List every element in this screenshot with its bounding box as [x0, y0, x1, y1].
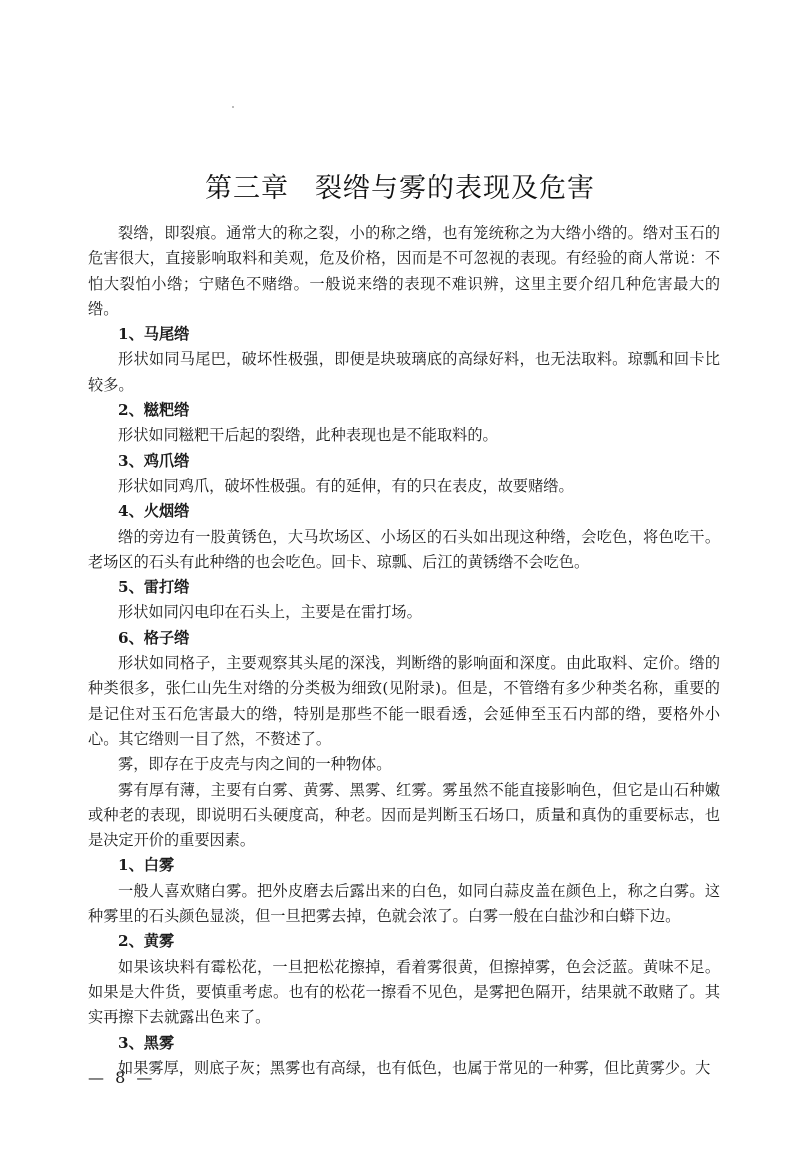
chapter-title	[0, 166, 800, 205]
paragraph: 雾，即存在于皮壳与肉之间的一种物体。	[118, 755, 392, 774]
scan-speck	[232, 106, 234, 108]
paragraph: 绺的旁边有一股黄锈色，大马坎场区、小场区的石头如出现这种绺，会吃色，将色吃干。老场区的石头有此种绺的也会吃色。回卡、琼瓢、后江的黄锈绺不会吃色。	[88, 527, 720, 571]
section-heading: 3、鸡爪绺	[118, 451, 190, 470]
paragraph: 形状如同糍粑干后起的裂绺，此种表现也是不能取料的。	[118, 426, 498, 445]
paragraph: 形状如同马尾巴，破坏性极强，即便是块玻璃底的高绿好料，也无法取料。琼瓢和回卡比较多。	[88, 350, 720, 394]
section-heading: 4、火烟绺	[118, 502, 190, 521]
paragraph: 如果该块料有霉松花，一旦把松花擦掉，看着雾很黄，但擦掉雾，色会泛蓝。黄味不足。如果是大件货，要慎重考虑。也有的松花一擦看不见色，是雾把色隔开，结果就不敢赌了。其实再擦下去就露出色来了。	[88, 957, 720, 1027]
section-heading: 1、马尾绺	[118, 325, 190, 344]
page-number: — 8 —	[88, 1068, 156, 1087]
paragraph: 形状如同闪电印在石头上，主要是在雷打场。	[118, 603, 422, 622]
section-heading: 3、黑雾	[118, 1033, 175, 1052]
body-text	[88, 221, 720, 1081]
chapter-heading: 裂绺与雾的表现及危害	[315, 173, 595, 204]
paragraph: 一般人喜欢赌白雾。把外皮磨去后露出来的白色，如同白蒜皮盖在颜色上，称之白雾。这种雾里的石头颜色显淡，但一旦把雾去掉，色就会浓了。白雾一般在白盐沙和白蟒下边。	[88, 881, 720, 926]
paragraph: 形状如同格子，主要观察其头尾的深浅，判断绺的影响面和深度。由此取料、定价。绺的种类很多，张仁山先生对绺的分类极为细致(见附录)。但是，不管绺有多少种类名称，重要的是记住对玉石危害最大的绺，特别是那些不能一眼看透，会延伸至玉石内部的绺，要格外小心。其它绺则一目了然，不赘述了。	[88, 654, 720, 748]
chapter-label: 第三章	[205, 173, 289, 204]
paragraph: 裂绺，即裂痕。通常大的称之裂，小的称之绺，也有笼统称之为大绺小绺的。绺对玉石的危害很大，直接影响取料和美观，危及价格，因而是不可忽视的表现。有经验的商人常说：不怕大裂怕小绺；宁赌色不赌绺。一般说来绺的表现不难识辨，这里主要介绍几种危害最大的绺。	[88, 224, 720, 318]
section-heading: 6、格子绺	[118, 628, 190, 647]
paragraph: 雾有厚有薄，主要有白雾、黄雾、黑雾、红雾。雾虽然不能直接影响色，但它是山石种嫩或种老的表现，即说明石头硬度高，种老。因而是判断玉石场口，质量和真伪的重要标志，也是决定开价的重要因素。	[88, 780, 720, 850]
section-heading: 5、雷打绺	[118, 578, 190, 597]
section-heading: 1、白雾	[118, 856, 175, 875]
section-heading: 2、黄雾	[118, 932, 175, 951]
section-heading: 2、糍粑绺	[118, 401, 190, 420]
paragraph: 如果雾厚，则底子灰；黑雾也有高绿，也有低色，也属于常见的一种雾，但比黄雾少。大	[118, 1058, 711, 1077]
paragraph: 形状如同鸡爪，破坏性极强。有的延伸，有的只在表皮，故要赌绺。	[118, 476, 574, 495]
